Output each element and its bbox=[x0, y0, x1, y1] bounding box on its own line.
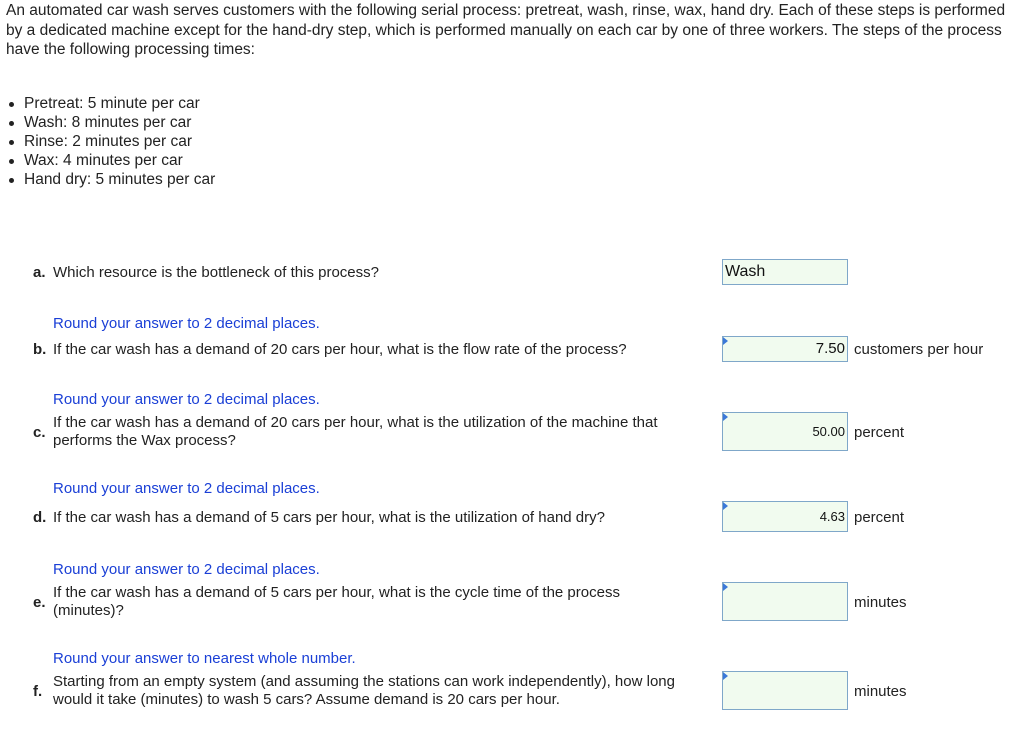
list-item: Hand dry: 5 minutes per car bbox=[6, 170, 215, 189]
question-letter: f. bbox=[33, 683, 43, 700]
answer-input-c[interactable] bbox=[722, 412, 848, 451]
rounding-hint: Round your answer to 2 decimal places. bbox=[53, 561, 320, 578]
question-text: Starting from an empty system (and assuming the stations can work independently), how long would it take (minutes) to wash 5 cars? Assume demand is 20 cars per hour. bbox=[53, 673, 675, 708]
rounding-hint: Round your answer to 2 decimal places. bbox=[53, 391, 320, 408]
answer-unit: percent bbox=[854, 424, 905, 441]
question-text: If the car wash has a demand of 20 cars per hour, what is the flow rate of the process? bbox=[53, 341, 627, 358]
question-text: If the car wash has a demand of 5 cars per hour, what is the cycle time of the process (minutes)? bbox=[53, 584, 620, 619]
answer-input-b[interactable] bbox=[722, 336, 848, 362]
flag-marker-icon bbox=[723, 583, 728, 591]
list-item: Wax: 4 minutes per car bbox=[6, 151, 215, 170]
flag-marker-icon bbox=[723, 337, 728, 345]
answer-unit: minutes bbox=[854, 594, 907, 611]
question-letter: e. bbox=[33, 594, 46, 611]
answer-unit: customers per hour bbox=[854, 341, 984, 358]
answer-input-d[interactable] bbox=[722, 501, 848, 532]
answer-unit: minutes bbox=[854, 683, 907, 700]
answer-value: 4.63 bbox=[819, 509, 845, 524]
answer-value: 7.50 bbox=[815, 340, 845, 357]
list-item: Rinse: 2 minutes per car bbox=[6, 132, 215, 151]
rounding-hint: Round your answer to 2 decimal places. bbox=[53, 480, 320, 497]
question-letter: c. bbox=[33, 424, 46, 441]
answer-input-f[interactable] bbox=[722, 671, 848, 710]
answer-input-a[interactable] bbox=[722, 259, 848, 285]
problem-intro: An automated car wash serves customers with the following serial process: pretreat, wash, rinse, wax, hand dry. Each of these steps is performed by a dedicated machine except for the hand-dry step, which is performed manually on each car by one of three workers. The steps of the process have the following processing times: bbox=[6, 2, 1006, 58]
list-item: Wash: 8 minutes per car bbox=[6, 113, 215, 132]
question-letter: d. bbox=[33, 509, 47, 526]
answer-unit: percent bbox=[854, 509, 905, 526]
question-text: If the car wash has a demand of 20 cars per hour, what is the utilization of the machine that performs the Wax process? bbox=[53, 414, 658, 449]
question-text: If the car wash has a demand of 5 cars per hour, what is the utilization of hand dry? bbox=[53, 509, 605, 526]
answer-value: Wash bbox=[725, 263, 766, 280]
flag-marker-icon bbox=[723, 672, 728, 680]
question-text: Which resource is the bottleneck of this process? bbox=[53, 264, 379, 281]
flag-marker-icon bbox=[723, 502, 728, 510]
processing-times-list bbox=[6, 94, 215, 189]
rounding-hint: Round your answer to nearest whole number. bbox=[53, 650, 356, 667]
list-item: Pretreat: 5 minute per car bbox=[6, 94, 215, 113]
question-letter: b. bbox=[33, 341, 47, 358]
answer-value: 50.00 bbox=[812, 424, 845, 439]
question-letter: a. bbox=[33, 264, 46, 281]
answer-input-e[interactable] bbox=[722, 582, 848, 621]
flag-marker-icon bbox=[723, 413, 728, 421]
rounding-hint: Round your answer to 2 decimal places. bbox=[53, 315, 320, 332]
